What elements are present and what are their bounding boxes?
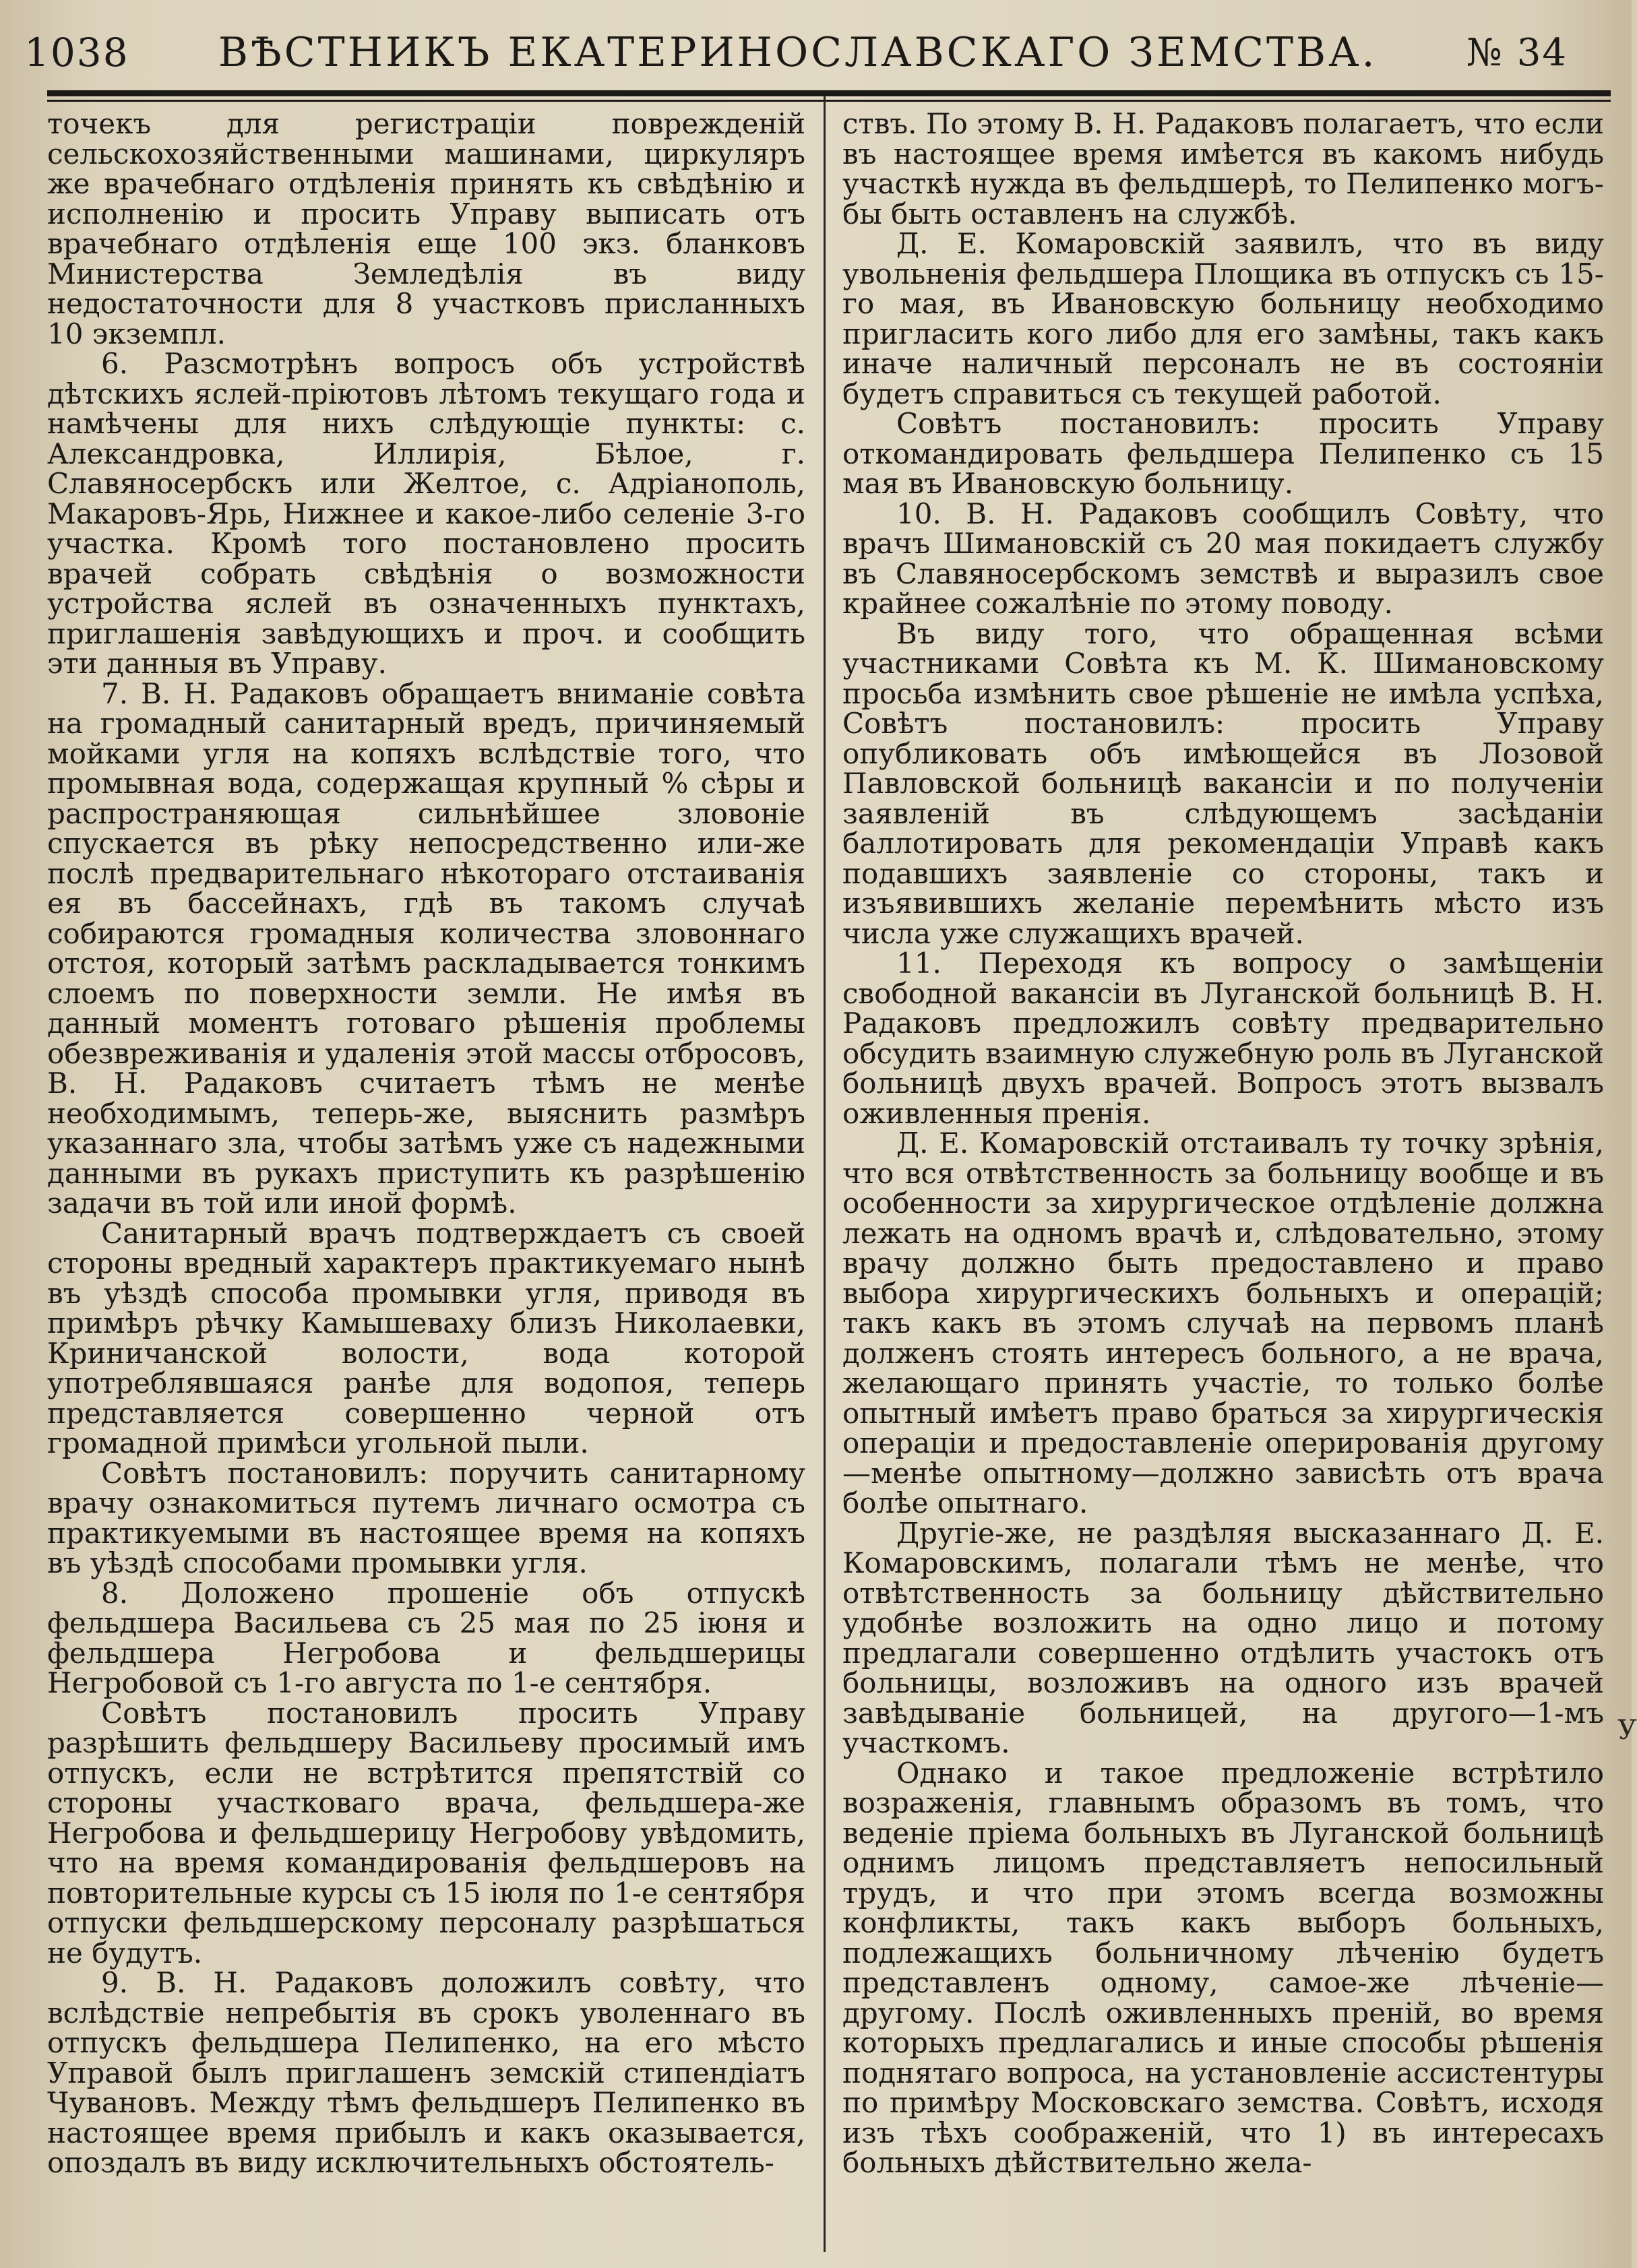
paragraph: Д. Е. Комаровскій заявилъ, что въ виду увольненія фельдшера Площика въ отпускъ съ 15-го мая, въ Ивановскую больницу необходимо пригласить кого либо для его замѣны, такъ какъ иначе наличный персоналъ не въ состояніи будетъ справиться съ текущей работой. <box>842 227 1604 410</box>
page-header <box>24 19 1568 86</box>
paragraph: Совѣтъ постановилъ просить Управу разрѣшить фельдшеру Васильеву просимый имъ отпускъ, если не встрѣтится препятствій со стороны участковаго врача, фельдшера-же Негробова и фельдшерицу Негробову увѣдомить, что на время командированія фельдшеровъ на повторительные курсы съ 15 іюля по 1-е сентября отпуски фельдшерскому персоналу разрѣшаться не будутъ. <box>47 1696 805 1970</box>
right-column <box>842 109 1604 2252</box>
paragraph: Въ виду того, что обращенная всѣми участниками Совѣта къ М. К. Шимановскому просьба измѣнить свое рѣшеніе не имѣла успѣха, Совѣтъ постановилъ: просить Управу опубликовать объ имѣющейся въ Лозовой Павловской больницѣ вакансіи и по полученіи заявленій въ слѣдующемъ засѣданіи баллотировать для рекомендаціи Управѣ какъ подавшихъ заявленіе со стороны, такъ и изъявившихъ желаніе перемѣнить мѣсто изъ числа уже служащихъ врачей. <box>842 617 1604 950</box>
paragraph: Однако и такое предложеніе встрѣтило возраженія, главнымъ образомъ въ томъ, что веденіе пріема больныхъ въ Луганской больницѣ однимъ лицомъ представляетъ непосильный трудъ, и что при этомъ всегда возможны конфликты, такъ какъ выборъ больныхъ, подлежащихъ больничному лѣченію будетъ представленъ одному, самое-же лѣченіе—другому. Послѣ оживленныхъ преній, во время которыхъ предлагались и иные способы рѣшенія поднятаго вопроса, на установленіе ассистентуры по примѣру Московскаго земства. Совѣтъ, исходя изъ тѣхъ соображеній, что 1) въ интересахъ больныхъ дѣйствительно жела- <box>842 1756 1604 2179</box>
paragraph: 10. В. Н. Радаковъ сообщилъ Совѣту, что врачъ Шимановскій съ 20 мая покидаетъ службу въ Славяносербскомъ земствѣ и выразилъ свое крайнее сожалѣніе по этому поводу. <box>842 497 1604 620</box>
paragraph: Совѣтъ постановилъ: просить Управу откомандировать фельдшера Пелипенко съ 15 мая въ Ивановскую больницу. <box>842 407 1604 500</box>
paragraph: Совѣтъ постановилъ: поручить санитарному врачу ознакомиться путемъ личнаго осмотра съ практикуемыми въ настоящее время на копяхъ въ уѣздѣ способами промывки угля. <box>47 1456 805 1579</box>
paragraph: Санитарный врачъ подтверждаетъ съ своей стороны вредный характеръ практикуемаго нынѣ въ уѣздѣ способа промывки угля, приводя въ примѣръ рѣчку Камышеваху близъ Николаевки, Криничанской волости, вода которой употреблявшаяся ранѣе для водопоя, теперь представляется совершенно черной отъ громадной примѣси угольной пыли. <box>47 1216 805 1459</box>
paragraph: ствъ. По этому В. Н. Радаковъ полагаетъ, что если въ настоящее время имѣется въ какомъ нибудь участкѣ нужда въ фельдшерѣ, то Пелипенко могъ-бы быть оставленъ на службѣ. <box>842 107 1604 230</box>
paragraph: 9. В. Н. Радаковъ доложилъ совѣту, что вслѣдствіе непребытія въ срокъ уволеннаго въ отпускъ фельдшера Пелипенко, на его мѣсто Управой былъ приглашенъ земскій стипендіатъ Чувановъ. Между тѣмъ фельдшеръ Пелипенко въ настоящее время прибылъ и какъ оказывается, опоздалъ въ виду исключительныхъ обстоятель- <box>47 1966 805 2179</box>
journal-title: ВѢСТНИКЪ ЕКАТЕРИНОСЛАВСКАГО ЗЕМСТВА. <box>218 29 1378 76</box>
paragraph: Другіе-же, не раздѣляя высказаннаго Д. Е. Комаровскимъ, полагали тѣмъ не менѣе, что отвѣтственность за больницу дѣйствительно удобнѣе возложить на одно лицо и потому предлагали совершенно отдѣлить участокъ отъ больницы, возложивъ на одного изъ врачей завѣдываніе больницей, на другого—1-мъ участкомъ. <box>842 1516 1604 1759</box>
page-number: 1038 <box>24 30 129 75</box>
issue-number: № 34 <box>1466 30 1568 75</box>
paragraph: Д. Е. Комаровскій отстаивалъ ту точку зрѣнія, что вся отвѣтственность за больницу вообще и въ особенности за хирургическое отдѣленіе должна лежать на одномъ врачѣ и, слѣдовательно, этому врачу должно быть предоставлено и право выбора хирургическихъ больныхъ и операцій; такъ какъ въ этомъ случаѣ на первомъ планѣ долженъ стоять интересъ больного, а не врача, желающаго принять участіе, то только болѣе опытный имѣетъ право браться за хирургическія операціи и предоставленіе оперированія другому—менѣе опытному—должно зависѣть отъ врача болѣе опытнаго. <box>842 1127 1604 1519</box>
left-column <box>47 109 805 2252</box>
column-divider <box>824 96 826 2252</box>
header-rule-thin <box>47 100 1611 102</box>
paragraph: 8. Доложено прошеніе объ отпускѣ фельдшера Васильева съ 25 мая по 25 іюня и фельдшера Негробова и фельдшерицы Негробовой съ 1-го августа по 1-е сентября. <box>47 1576 805 1699</box>
header-rule-thick <box>47 90 1611 96</box>
paragraph: 7. В. Н. Радаковъ обращаетъ вниманіе совѣта на громадный санитарный вредъ, причиняемый мойками угля на копяхъ вслѣдствіе того, что промывная вода, содержащая крупный % сѣры и распространяющая сильнѣйшее зловоніе спускается въ рѣку непосредственно или-же послѣ предварительнаго нѣкотораго отстаиванія ея въ бассейнахъ, гдѣ въ такомъ случаѣ собираются громадныя количества зловоннаго отстоя, который затѣмъ раскладывается тонкимъ слоемъ по поверхности земли. Не имѣя въ данный моментъ готоваго рѣшенія проблемы обезвреживанія и удаленія этой массы отбросовъ, В. Н. Радаковъ считаетъ тѣмъ не менѣе необходимымъ, теперь-же, выяснить размѣръ указаннаго зла, чтобы затѣмъ уже съ надежными данными въ рукахъ приступить къ разрѣшенію задачи въ той или иной формѣ. <box>47 676 805 1220</box>
paragraph: точекъ для регистраціи поврежденій сельскохозяйственными машинами, циркуляръ же врачебнаго отдѣленія принять къ свѣдѣнію и исполненію и просить Управу выписать отъ врачебнаго отдѣленія еще 100 экз. бланковъ Министерства Земледѣлія въ виду недостаточности для 8 участковъ присланныхъ 10 экземпл. <box>47 107 805 350</box>
paragraph: 6. Разсмотрѣнъ вопросъ объ устройствѣ дѣтскихъ яслей-пріютовъ лѣтомъ текущаго года и намѣчены для нихъ слѣдующіе пункты: с. Александровка, Иллирія, Бѣлое, г. Славяносербскъ или Желтое, с. Адріанополь, Макаровъ-Ярь, Нижнее и какое-либо селеніе 3-го участка. Кромѣ того постановлено просить врачей собрать свѣдѣнія о возможности устройства яслей въ означенныхъ пунктахъ, приглашенія завѣдующихъ и проч. и сообщить эти данныя въ Управу. <box>47 347 805 680</box>
margin-fragment: У <box>1617 1715 1637 1746</box>
paragraph: 11. Переходя къ вопросу о замѣщеніи свободной вакансіи въ Луганской больницѣ В. Н. Радаковъ предложилъ совѣту предварительно обсудить взаимную служебную роль въ Луганской больницѣ двухъ врачей. Вопросъ этотъ вызвалъ оживленныя пренія. <box>842 947 1604 1130</box>
